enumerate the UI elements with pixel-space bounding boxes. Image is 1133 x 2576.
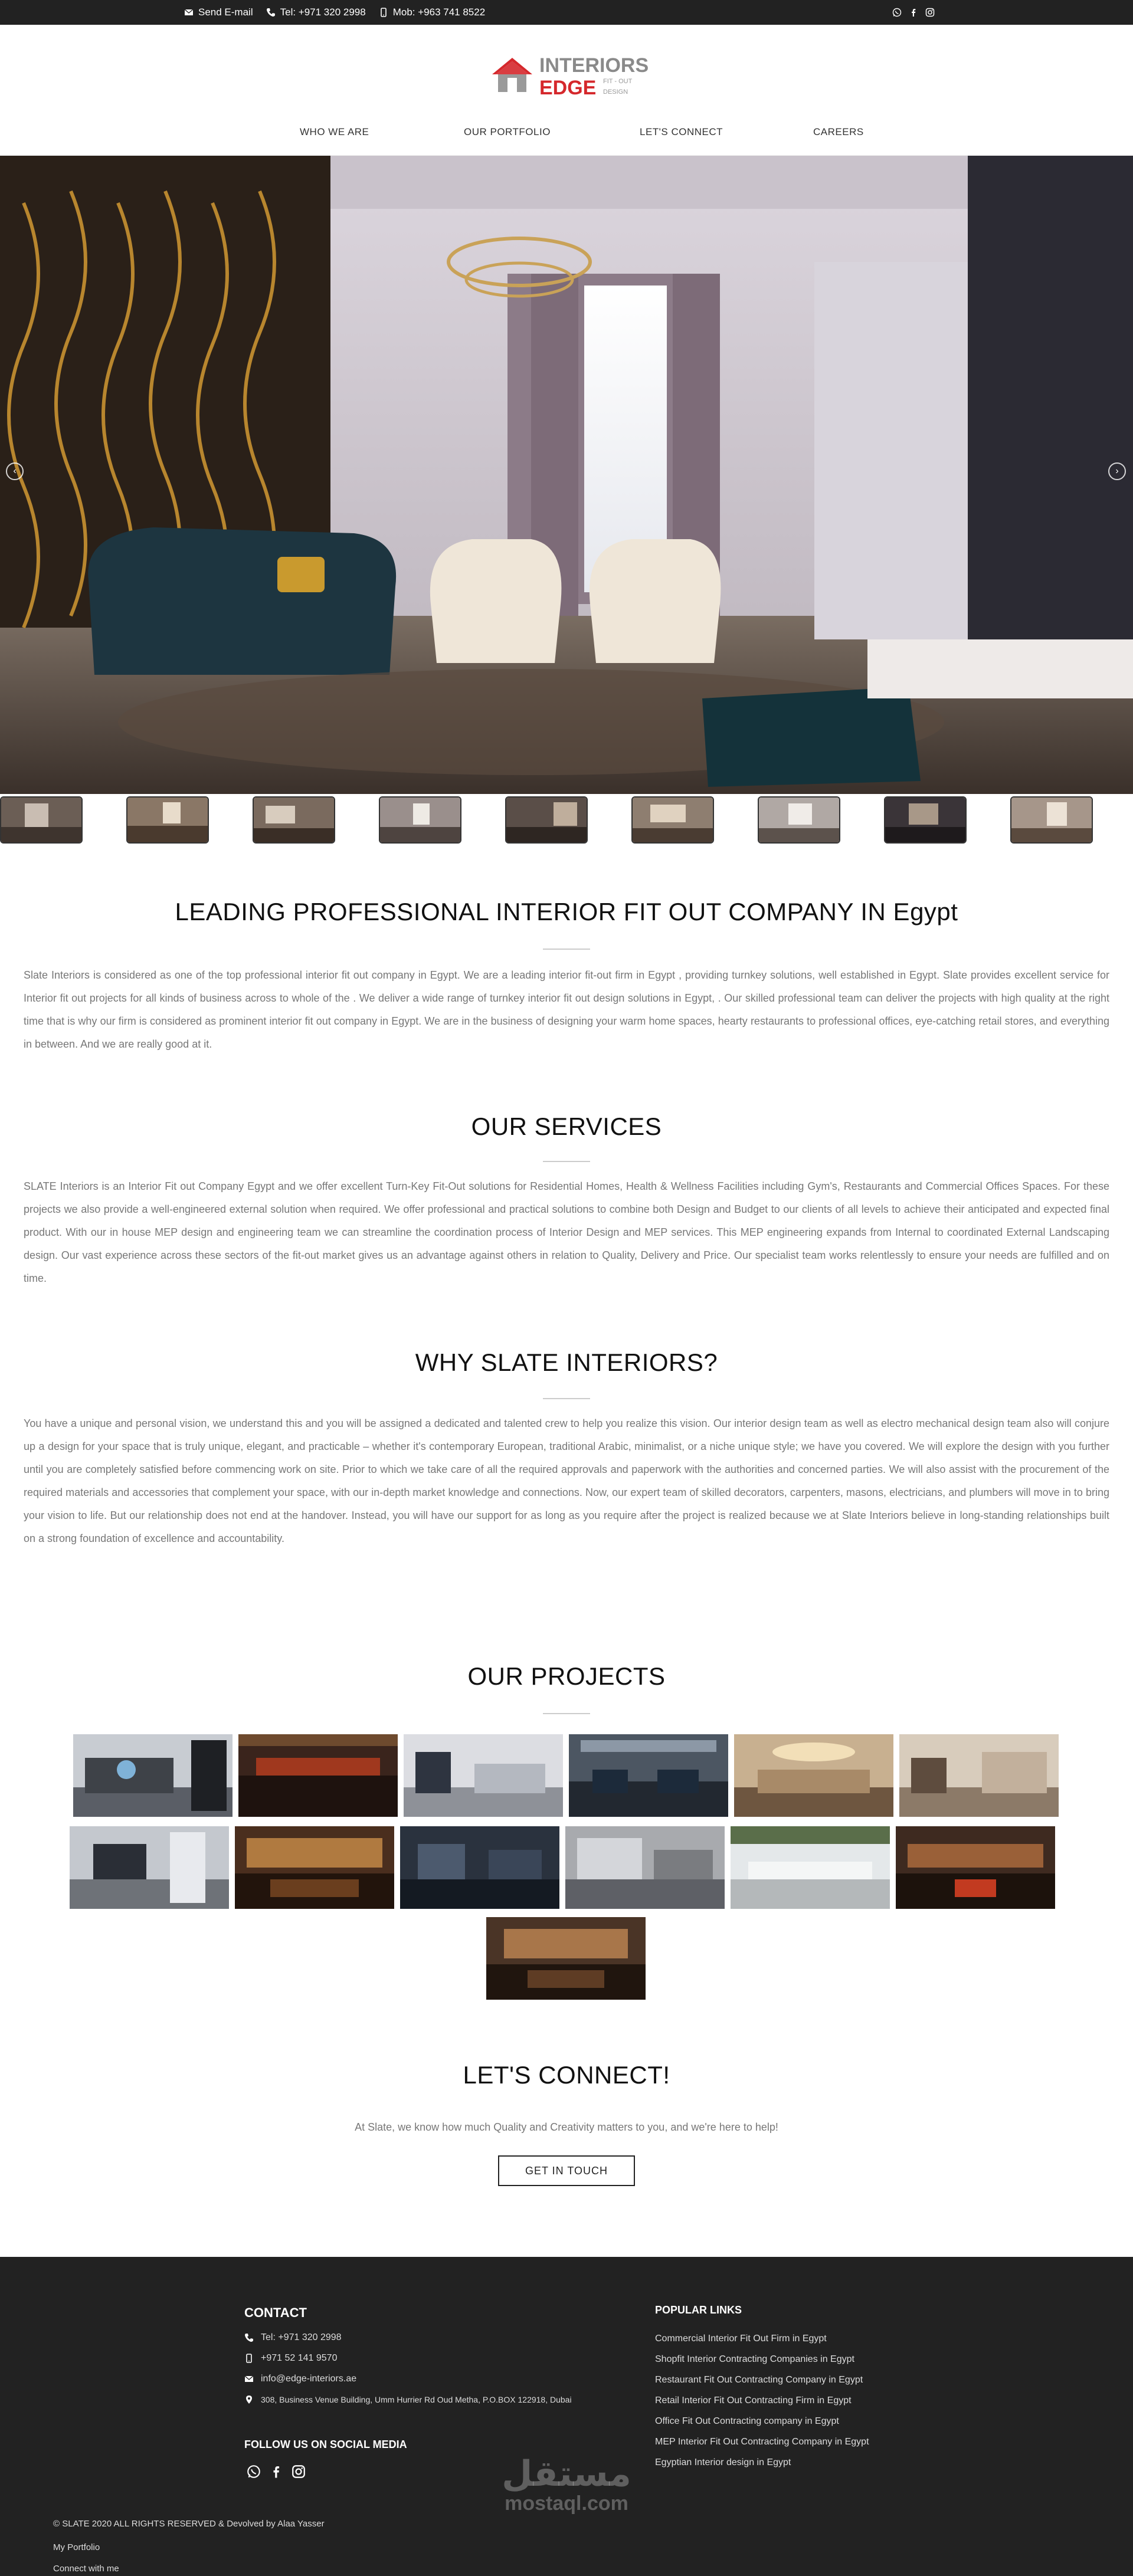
nav-who-we-are[interactable]: WHO WE ARE: [300, 126, 369, 137]
project-image-10[interactable]: [565, 1826, 725, 1909]
footer-social: [247, 2465, 306, 2479]
mob-link[interactable]: [379, 6, 485, 18]
mob-label: Mob: +963 741 8522: [392, 6, 486, 18]
logo-word-interiors: INTERIORS: [539, 54, 649, 77]
project-image-8[interactable]: [235, 1826, 394, 1909]
footer-link-5[interactable]: Office Fit Out Contracting company in Egypt: [655, 2416, 839, 2426]
whatsapp-icon[interactable]: [892, 8, 902, 17]
top-bar: [0, 0, 1133, 25]
footer-copyright: © SLATE 2020 ALL RIGHTS RESERVED & Devolved by Alaa Yasser: [53, 2519, 325, 2529]
connect-text: At Slate, we know how much Quality and Creativity matters to you, and we're here to help!: [355, 2121, 778, 2133]
hero-slider[interactable]: [0, 156, 1133, 794]
footer-link-6[interactable]: MEP Interior Fit Out Contracting Company in Egypt: [655, 2437, 869, 2447]
instagram-icon[interactable]: [925, 8, 935, 17]
footer-link-4[interactable]: Retail Interior Fit Out Contracting Firm in Egypt: [655, 2395, 852, 2406]
project-image-2[interactable]: [238, 1734, 398, 1817]
map-pin-icon: [244, 2395, 254, 2404]
footer-mobile-label: +971 52 141 9570: [261, 2353, 338, 2363]
project-image-3[interactable]: [404, 1734, 563, 1817]
thumbnail-9[interactable]: [1010, 796, 1093, 844]
services-body: SLATE Interiors is an Interior Fit out Company Egypt and we offer excellent Turn-Key Fit-Out solutions for Residential Homes, Health & Wellness Facilities including Gym's, Restaurants and Commercial Offices Spaces. For these projects we also provide a well-engineered external solution when required. We offer professional and practical solutions to combine both Design and Budget to our clients of all levels to achieve their anticipated and expected final product. With our in house MEP design and engineering team we can streamline the coordination process of Interior Design and MEP services. This MEP engineering expands from Internal to coordinated External Landscaping design. Our vast experience across these sectors of the fit-out market gives us an advantage against others in relation to Quality, Delivery and Price. Our specialist team works relentlessly to ensure your needs are fulfilled and on time.: [24, 1180, 1109, 1284]
thumbnail-8[interactable]: [884, 796, 967, 844]
mobile-icon: [244, 2354, 254, 2363]
nav-lets-connect[interactable]: LET'S CONNECT: [640, 126, 723, 137]
projects-divider: [543, 1713, 590, 1714]
whatsapp-icon[interactable]: [247, 2465, 261, 2479]
thumbnail-7[interactable]: [758, 796, 840, 844]
connect-title: LET'S CONNECT!: [463, 2061, 670, 2089]
footer-tel[interactable]: [244, 2332, 342, 2343]
send-email-link[interactable]: [184, 6, 253, 18]
project-image-4[interactable]: [569, 1734, 728, 1817]
hero-thumbnails: [0, 796, 1133, 846]
envelope-icon: [184, 8, 194, 17]
footer-contact-title: CONTACT: [244, 2305, 307, 2320]
footer-address: [244, 2395, 572, 2404]
project-image-9[interactable]: [400, 1826, 559, 1909]
logo-word-edge: EDGE: [539, 77, 597, 99]
nav-our-portfolio[interactable]: OUR PORTFOLIO: [464, 126, 551, 137]
hero-prev-button[interactable]: [6, 462, 24, 480]
get-in-touch-button[interactable]: GET IN TOUCH: [498, 2155, 635, 2186]
phone-icon: [266, 8, 276, 17]
site-header: [0, 25, 1133, 156]
thumbnail-2[interactable]: [126, 796, 209, 844]
facebook-icon[interactable]: [269, 2465, 283, 2479]
top-contacts: [184, 0, 485, 25]
footer-mobile[interactable]: [244, 2353, 337, 2364]
tel-link[interactable]: [266, 6, 366, 18]
thumbnail-5[interactable]: [505, 796, 588, 844]
hero-next-button[interactable]: [1108, 462, 1126, 480]
services-title: OUR SERVICES: [471, 1113, 662, 1140]
project-image-5[interactable]: [734, 1734, 893, 1817]
why-title: WHY SLATE INTERIORS?: [415, 1348, 718, 1376]
watermark-latin: mostaql.com: [505, 2492, 628, 2515]
site-logo[interactable]: [490, 51, 649, 104]
footer-connect-link[interactable]: Connect with me: [53, 2564, 119, 2574]
intro-title: LEADING PROFESSIONAL INTERIOR FIT OUT COMPANY IN Egypt: [175, 898, 958, 926]
thumbnail-6[interactable]: [631, 796, 714, 844]
why-divider: [543, 1398, 590, 1399]
site-footer: [0, 2257, 1133, 2576]
footer-links-title: POPULAR LINKS: [655, 2304, 742, 2316]
project-image-12[interactable]: [896, 1826, 1055, 1909]
phone-icon: [244, 2333, 254, 2342]
envelope-icon: [244, 2374, 254, 2384]
footer-tel-label: Tel: +971 320 2998: [261, 2332, 342, 2342]
footer-link-3[interactable]: Restaurant Fit Out Contracting Company in Egypt: [655, 2375, 863, 2385]
project-image-1[interactable]: [73, 1734, 233, 1817]
instagram-icon[interactable]: [292, 2465, 306, 2479]
chevron-right-icon: ›: [1115, 466, 1119, 476]
footer-email-label: info@edge-interiors.ae: [261, 2374, 357, 2384]
tel-label: Tel: +971 320 2998: [280, 6, 366, 18]
watermark-arabic: مستقل: [502, 2454, 631, 2493]
project-image-7[interactable]: [70, 1826, 229, 1909]
footer-social-title: FOLLOW US ON SOCIAL MEDIA: [244, 2439, 407, 2450]
footer-link-7[interactable]: Egyptian Interior design in Egypt: [655, 2457, 791, 2467]
footer-link-1[interactable]: Commercial Interior Fit Out Firm in Egypt: [655, 2334, 827, 2344]
send-email-label: Send E-mail: [198, 6, 253, 18]
project-image-11[interactable]: [731, 1826, 890, 1909]
why-body: You have a unique and personal vision, we understand this and you will be assigned a dedicated and talented crew to help you realize this vision. Our interior design team as well as electro mechanical design team also will conjure up a design for your space that is truly unique, elegant, and practicable – whether it's contemporary European, traditional Arabic, minimalist, or a niche unique style; we have you covered. We will explore the design with you further until you are completely satisfied before commencing work on site. Prior to which we take care of all the required approvals and paperwork with the authorities and concerned parties. We will also assist with the procurement of the required materials and accessories that complement your space, with our in-depth market knowledge and connections. Now, our expert team of skilled decorators, carpenters, masons, electricians, and plumbers will move in to bring your vision to life. But our relationship does not end at the handover. Instead, you will have our support for as long as you require after the project is realized because we at Slate Interiors believe in long-standing relationships built on a strong foundation of excellence and accountability.: [24, 1417, 1109, 1544]
footer-address-label: 308, Business Venue Building, Umm Hurrier Rd Oud Metha, P.O.BOX 122918, Dubai: [261, 2395, 572, 2404]
projects-title: OUR PROJECTS: [467, 1662, 666, 1690]
project-image-6[interactable]: [899, 1734, 1059, 1817]
logo-tag-design: DESIGN: [603, 88, 628, 96]
logo-tag-fitout: FIT - OUT: [603, 78, 633, 85]
intro-divider: [543, 949, 590, 950]
project-image-13[interactable]: [486, 1917, 646, 2000]
facebook-icon[interactable]: [909, 8, 918, 17]
footer-portfolio-link[interactable]: My Portfolio: [53, 2542, 100, 2552]
hero-image: [0, 156, 1133, 794]
top-social: [892, 0, 935, 25]
footer-email[interactable]: [244, 2374, 356, 2384]
mostaql-watermark: [484, 2455, 649, 2514]
nav-careers[interactable]: CAREERS: [813, 126, 864, 137]
main-nav: [0, 126, 1133, 144]
chevron-left-icon: ‹: [13, 466, 17, 476]
services-divider: [543, 1161, 590, 1162]
mobile-icon: [379, 8, 388, 17]
footer-link-2[interactable]: Shopfit Interior Contracting Companies in Egypt: [655, 2354, 854, 2364]
intro-body: Slate Interiors is considered as one of the top professional interior fit out company in Egypt. We are a leading interior fit-out firm in Egypt , providing turnkey solutions, well established in Egypt. Slate provides excellent service for Interior fit out projects for all kinds of business across to whole of the . We deliver a wide range of turnkey interior fit out design solutions in Egypt, . Our skilled professional team can deliver the projects with high quality at the right time that is why our firm is considered as prominent interior fit out company in Egypt. We are in the business of designing your warm home spaces, hearty restaurants to professional offices, eye-catching retail stores, and everything in between. And we are really good at it.: [24, 969, 1109, 1050]
thumbnail-3[interactable]: [253, 796, 335, 844]
thumbnail-4[interactable]: [379, 796, 461, 844]
thumbnail-1[interactable]: [0, 796, 83, 844]
